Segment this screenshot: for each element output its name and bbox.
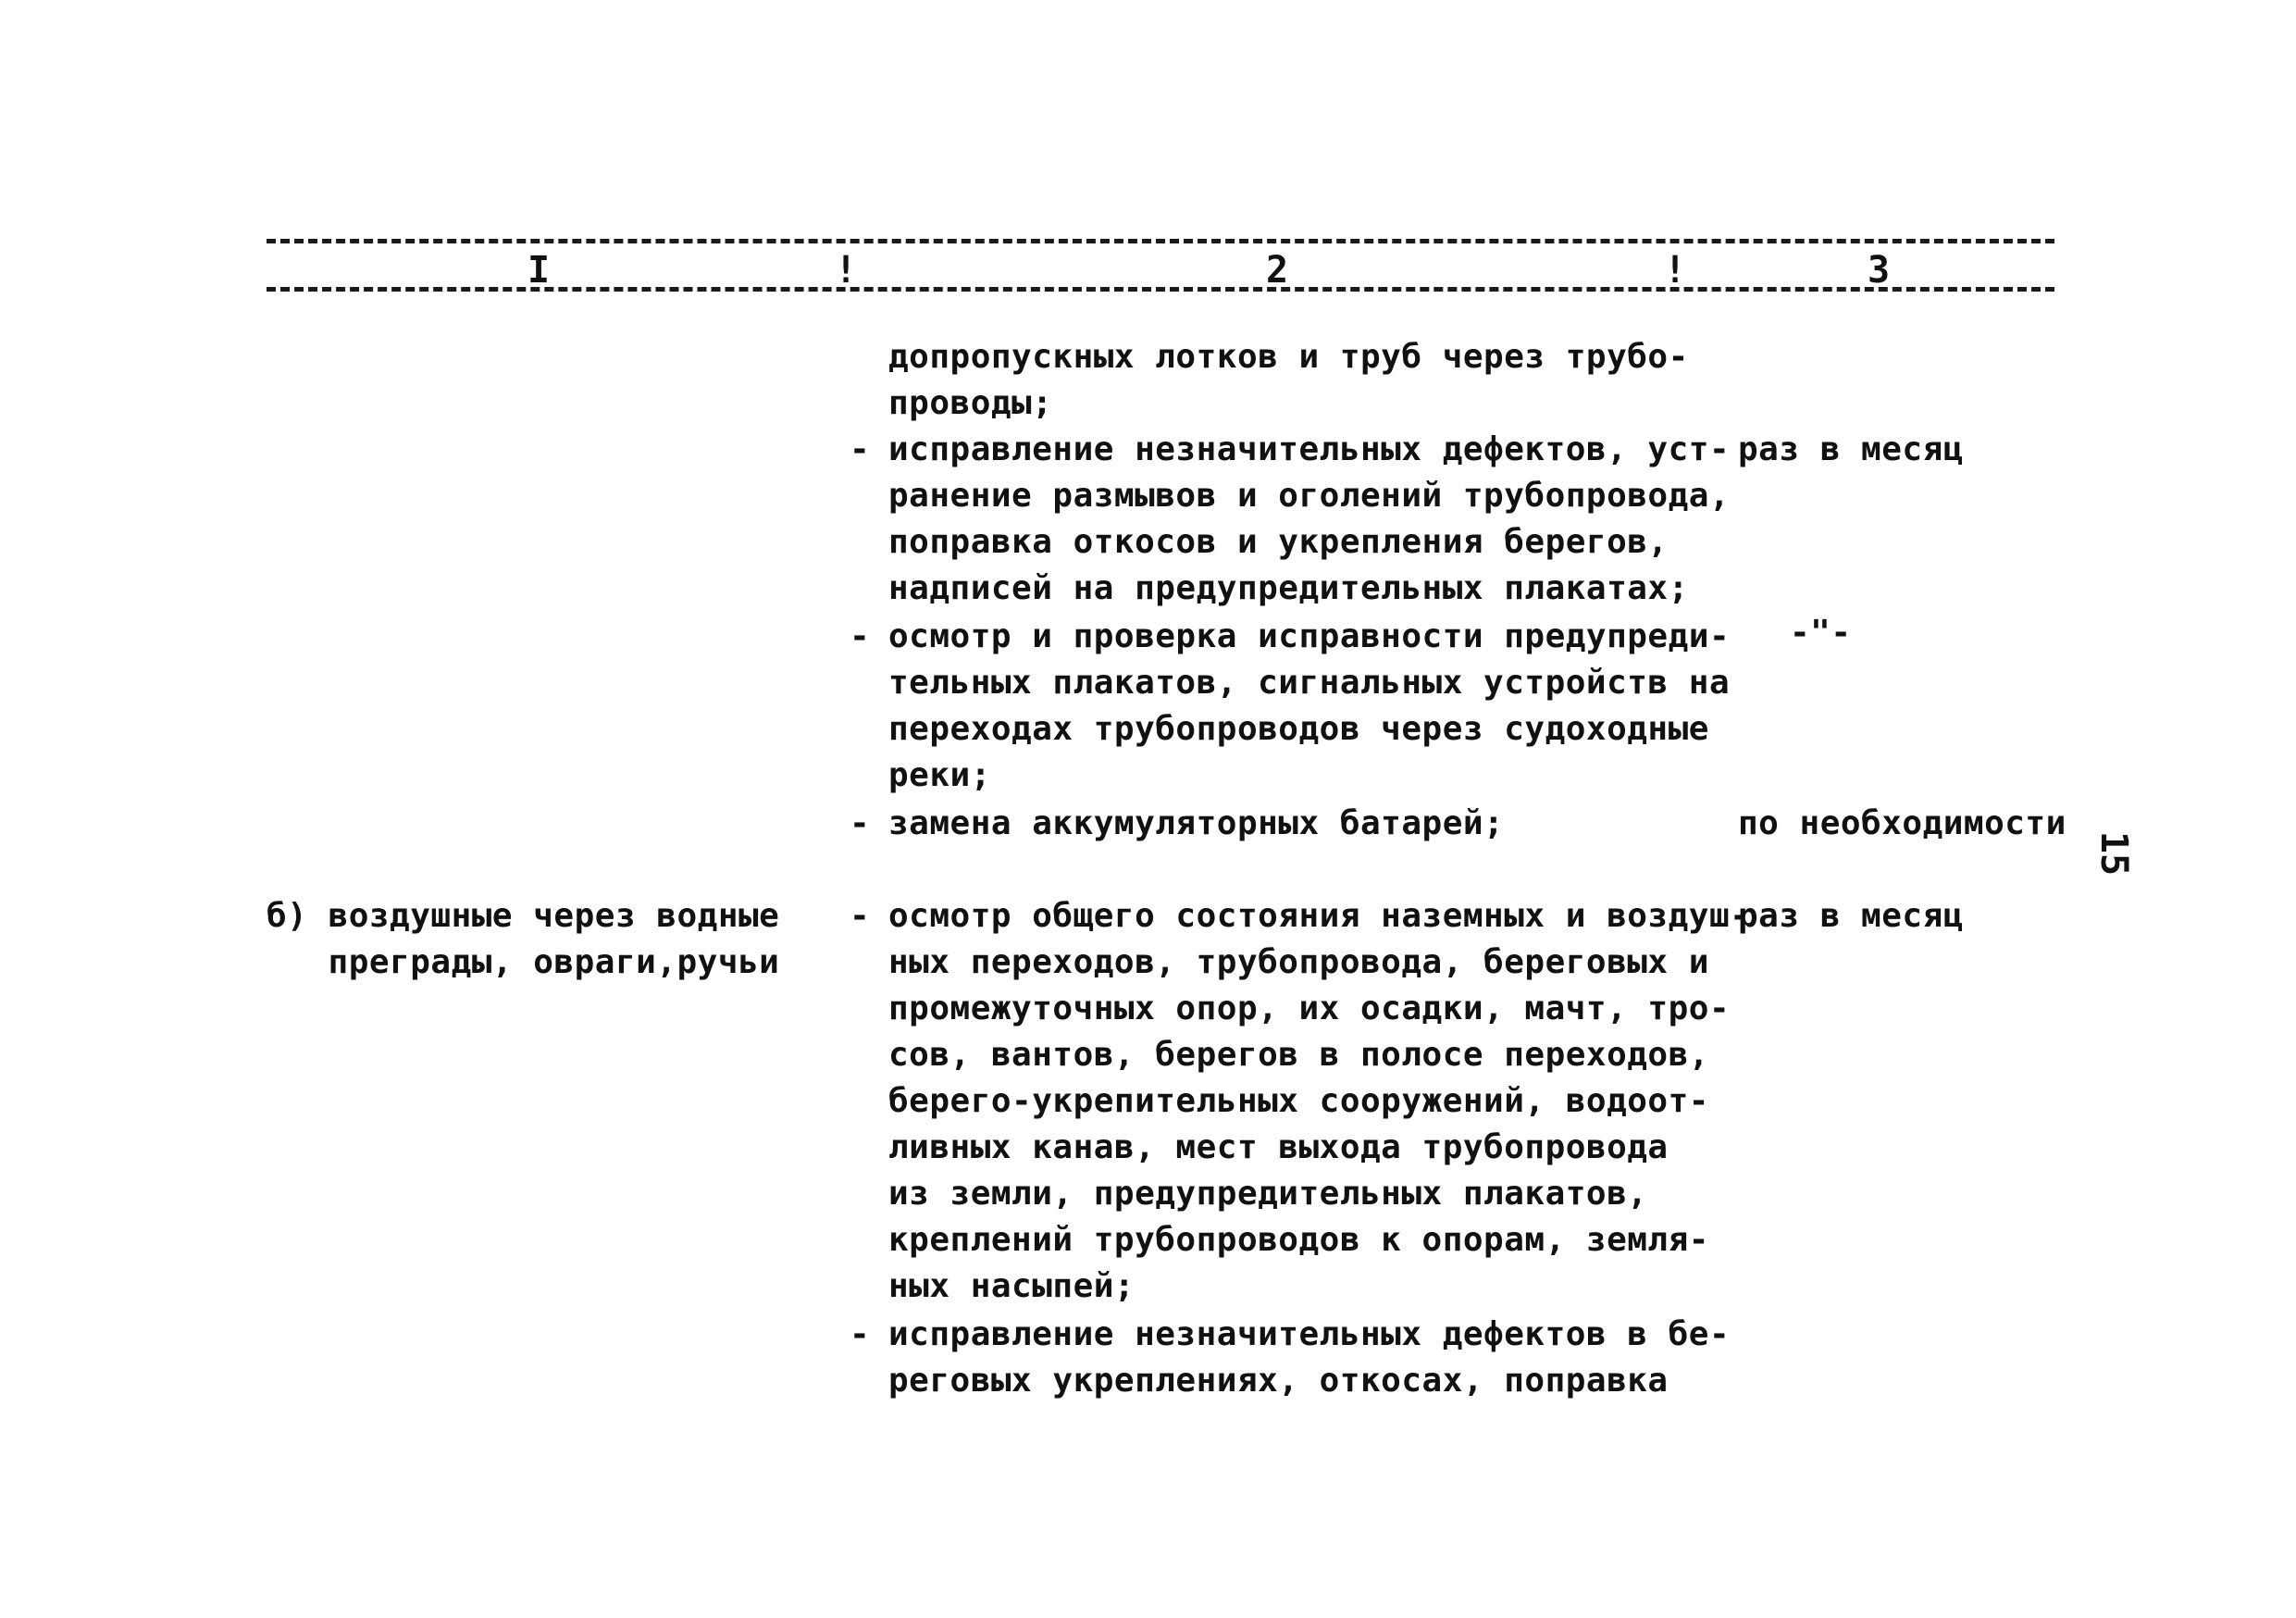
- row2-text-line: промежуточных опор, их осадки, мачт, тро-: [888, 989, 1731, 1027]
- row2-text-line: исправление незначительных дефектов в бе-: [888, 1315, 1731, 1353]
- frequency-cell: по необходимости: [1738, 804, 2066, 842]
- column-separator-2: !: [1664, 249, 1687, 292]
- row1-text-line: переходах трубопроводов через судоходные: [888, 710, 1709, 748]
- row2-text-line: ливных канав, мест выхода трубопровода: [888, 1128, 1669, 1166]
- row2-text-line: ных переходов, трубопровода, береговых и: [888, 943, 1709, 981]
- row2-text-line: ных насыпей;: [888, 1267, 1136, 1305]
- row1-text-line: реки;: [888, 756, 991, 794]
- list-dash: -: [850, 1315, 870, 1353]
- frequency-cell: -"-: [1790, 614, 1852, 652]
- list-dash: -: [850, 617, 870, 655]
- list-dash: -: [850, 897, 870, 935]
- row1-text-line: осмотр и проверка исправности предупреди-: [888, 617, 1731, 655]
- row2-subject-line: преграды, овраги,ручьи: [267, 943, 780, 981]
- row2-text-line: креплений трубопроводов к опорам, земля-: [888, 1221, 1709, 1259]
- list-dash: -: [850, 430, 870, 468]
- row2-text-line: реговых укреплениях, откосах, поправка: [888, 1362, 1669, 1400]
- row2-text-line: осмотр общего состояния наземных и воздуш-: [888, 897, 1751, 935]
- row2-text-line: из земли, предупредительных плакатов,: [888, 1175, 1648, 1213]
- row1-text-line: поправка откосов и укрепления берегов,: [888, 523, 1669, 561]
- row1-text-line: тельных плакатов, сигнальных устройств на: [888, 664, 1731, 702]
- row2-text-line: сов, вантов, берегов в полосе переходов,: [888, 1036, 1709, 1074]
- list-dash: -: [850, 804, 870, 842]
- column-header-3: 3: [1868, 249, 1891, 292]
- frequency-cell: раз в месяц: [1738, 897, 1964, 935]
- row2-subject-line: б) воздушные через водные: [267, 897, 780, 935]
- page-number: 15: [2092, 830, 2136, 877]
- column-header-1: I: [527, 249, 551, 292]
- row1-text-line: надписей на предупредительных плакатах;: [888, 569, 1689, 607]
- column-separator-1: !: [835, 249, 858, 292]
- row1-text-line: исправление незначительных дефектов, уст-: [888, 430, 1731, 468]
- table-rule-top: [267, 239, 2054, 243]
- row1-text-line: допропускных лотков и труб через трубо-: [888, 338, 1689, 376]
- row1-text-line: замена аккумуляторных батарей;: [888, 804, 1505, 842]
- row2-text-line: берего-укрепительных сооружений, водоот-: [888, 1082, 1709, 1120]
- row1-text-line: ранение размывов и оголений трубопровода,: [888, 477, 1731, 515]
- column-header-2: 2: [1266, 249, 1289, 292]
- row1-text-line: проводы;: [888, 384, 1053, 422]
- frequency-cell: раз в месяц: [1738, 430, 1964, 468]
